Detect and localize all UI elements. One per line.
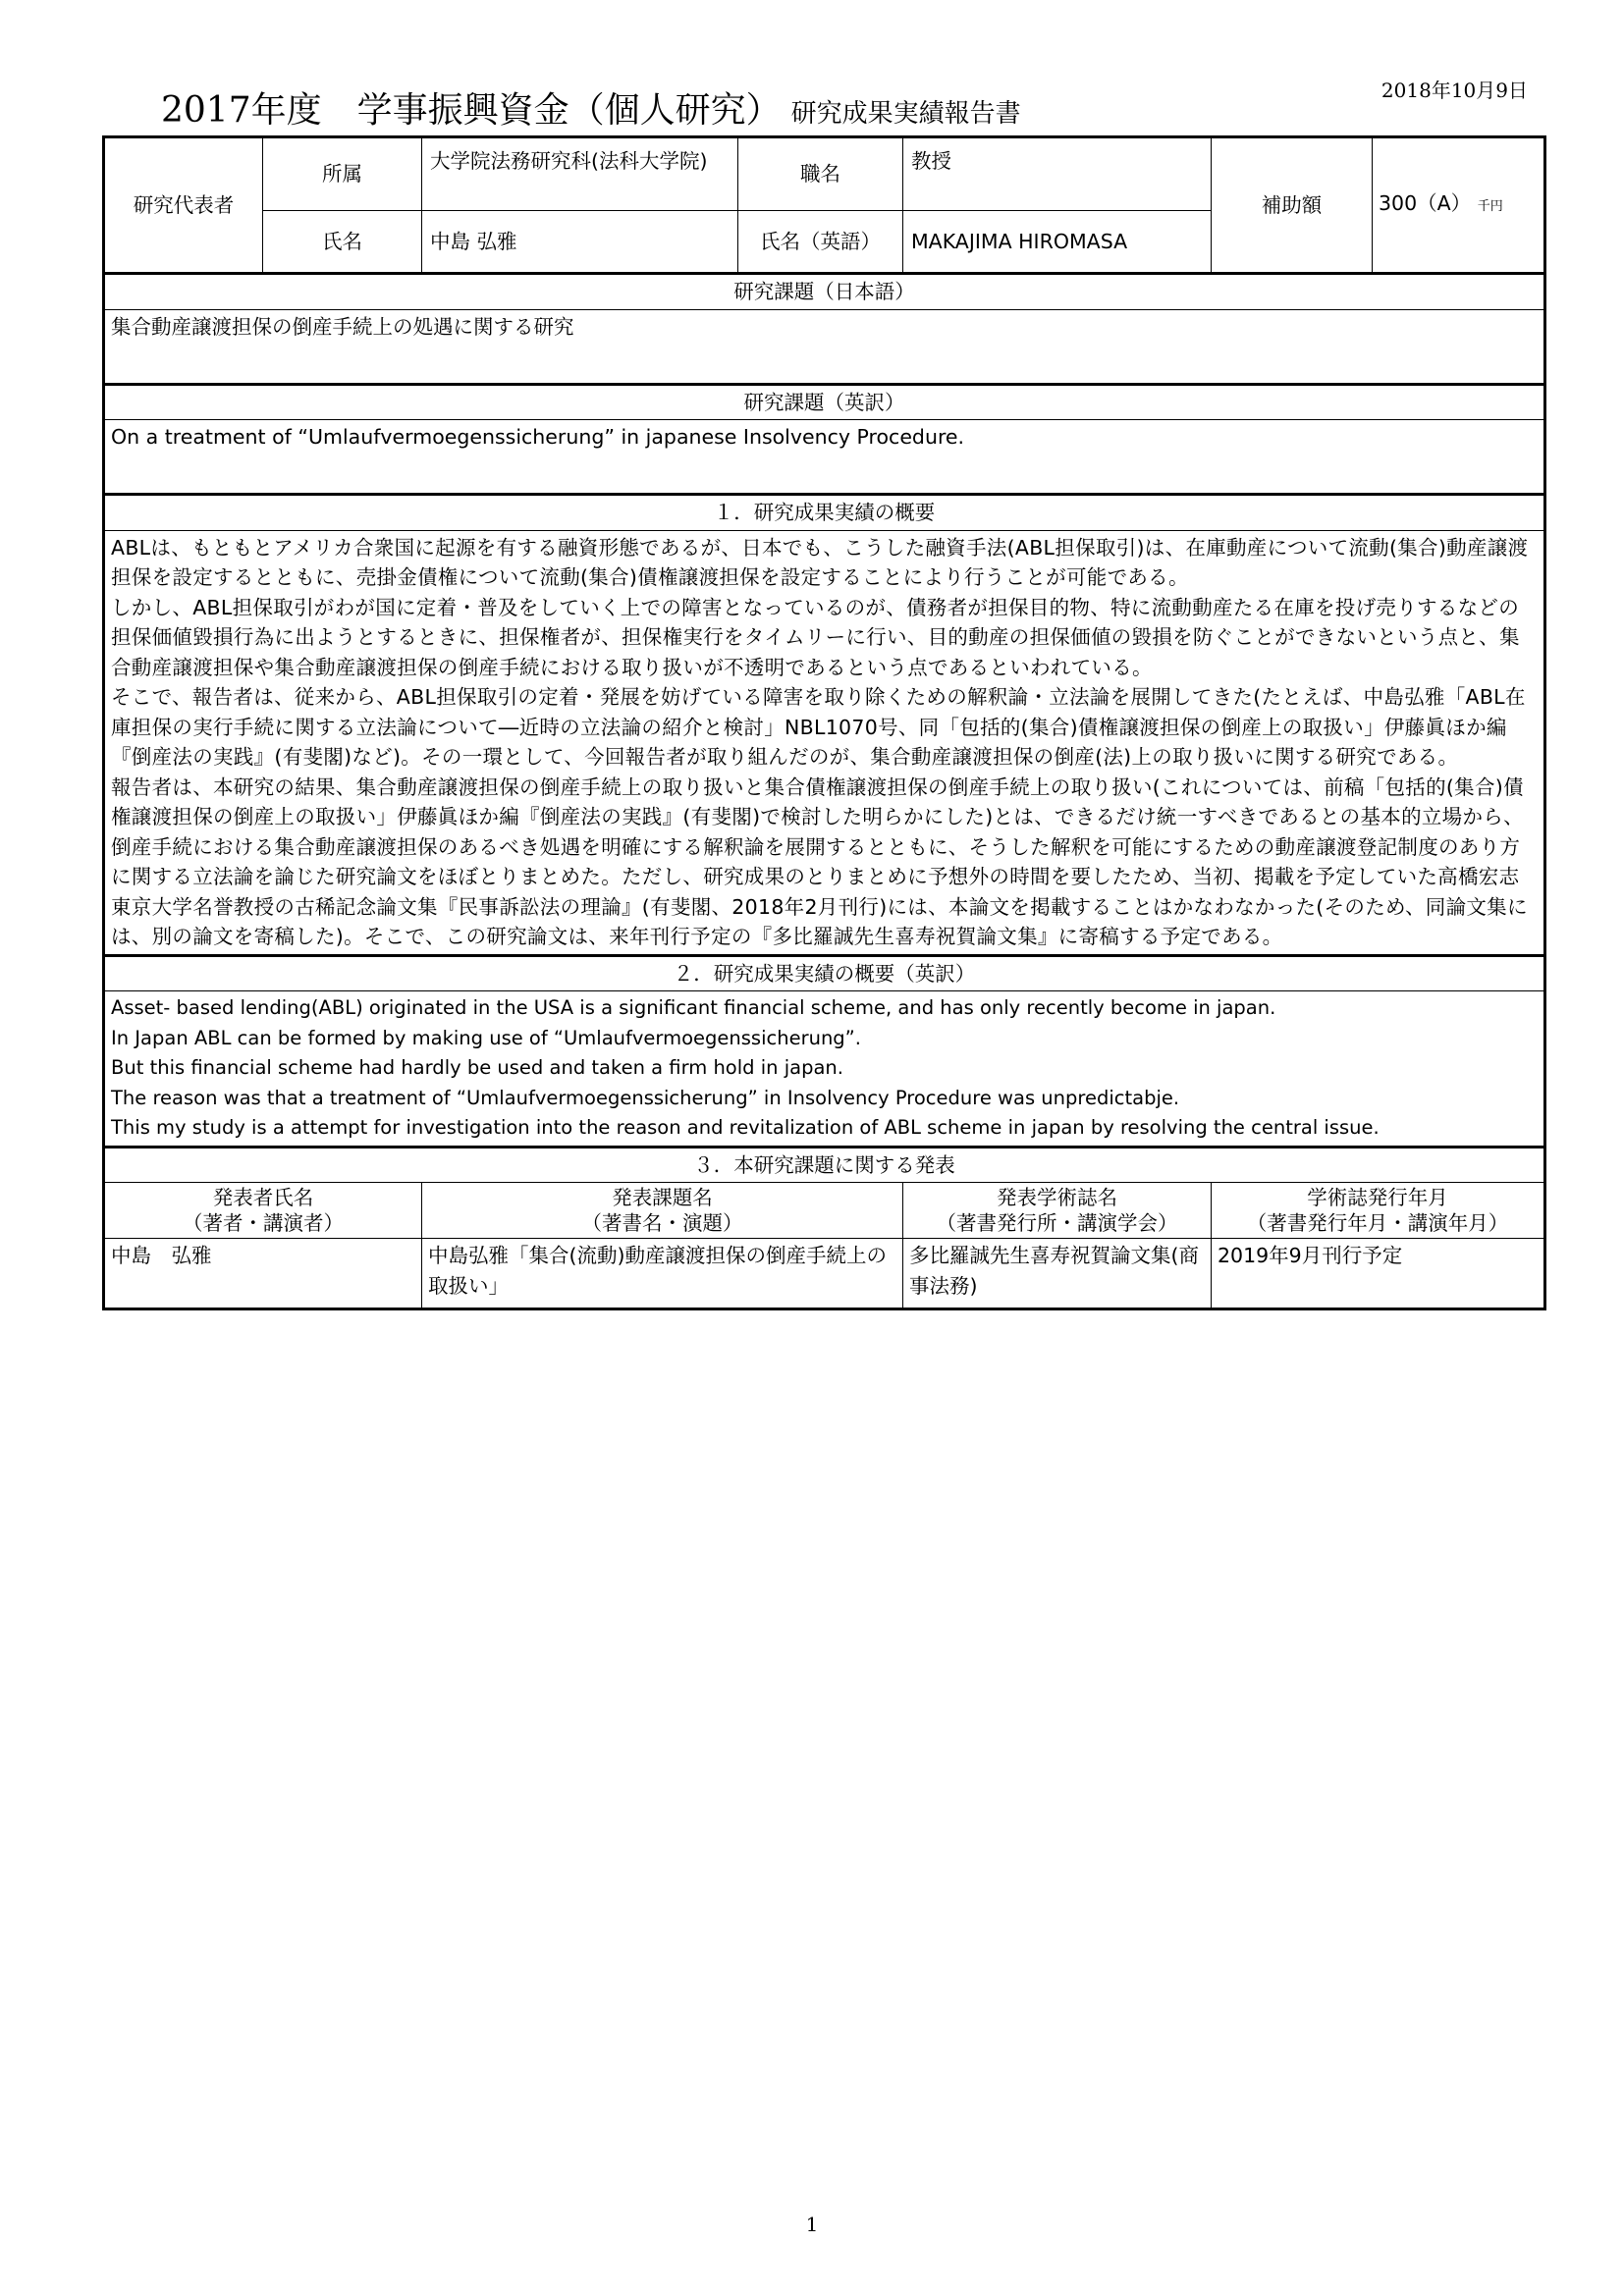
- summary-jp-row: [104, 530, 1545, 955]
- publication-row: [104, 1239, 1545, 1309]
- document-title: 2017年度 学事振興資金（個人研究） 研究成果実績報告書: [161, 90, 1021, 131]
- grant-value: 300（A）: [1379, 190, 1472, 215]
- representative-label: 研究代表者: [104, 137, 263, 274]
- summary-en-heading: ２．研究成果実績の概要（英訳）: [104, 955, 1545, 991]
- publication-presenter: 中島 弘雅: [104, 1239, 422, 1309]
- affiliation-row: [104, 137, 1545, 211]
- topic-en-heading-row: [104, 384, 1545, 420]
- summary-en-line: Asset- based lending(ABL) originated in the USA is a significant financial scheme, and has only recently become in japan.: [111, 996, 1276, 1019]
- topic-jp-heading-row: [104, 274, 1545, 310]
- summary-jp-paragraph: しかし、ABL担保取引がわが国に定着・普及をしていく上での障害となっているのが、債務者が担保目的物、特に流動動産たる在庫を投げ売りするなどの担保価値毀損行為に出ようとするときに、担保権者が、担保権実行をタイムリーに行い、目的動産の担保価値の毀損を防ぐことができないという点と、集合動産譲渡担保や集合動産譲渡担保の倒産手続における取り扱いが不透明であるという点であるといわれている。: [111, 595, 1520, 679]
- report-date: 2018年10月9日: [1380, 79, 1528, 102]
- summary-jp-body: [104, 530, 1545, 955]
- topic-en-text: On a treatment of “Umlaufvermoegenssicherung” in japanese Insolvency Procedure.: [104, 420, 1545, 495]
- report-table: [102, 135, 1546, 1310]
- topic-jp-row: [104, 309, 1545, 384]
- publication-title: 中島弘雅「集合(流動)動産譲渡担保の倒産手続上の取扱い」: [422, 1239, 903, 1309]
- page-header: [102, 71, 1542, 130]
- publications-heading-row: [104, 1147, 1545, 1183]
- name-value: 中島 弘雅: [422, 211, 738, 274]
- publications-column-headers: [104, 1183, 1545, 1239]
- affiliation-label: 所属: [263, 137, 422, 211]
- summary-en-line: This my study is a attempt for investigation into the reason and revitalization of ABL scheme in japan by resolving the central issue.: [111, 1116, 1380, 1139]
- name-label: 氏名: [263, 211, 422, 274]
- publication-date: 2019年9月刊行予定: [1212, 1239, 1545, 1309]
- topic-en-row: [104, 420, 1545, 495]
- summary-en-line: In Japan ABL can be formed by making use of “Umlaufvermoegenssicherung”.: [111, 1026, 861, 1049]
- column-header-title: 発表課題名 （著書名・演題）: [422, 1183, 903, 1239]
- summary-jp-paragraph: そこで、報告者は、従来から、ABL担保取引の定着・発展を妨げている障害を取り除くための解釈論・立法論を展開してきた(たとえば、中島弘雅「ABL在庫担保の実行手続に関する立法論について―近時の立法論の紹介と検討」NBL1070号、同「包括的(集合)債権譲渡担保の倒産上の取扱い」伊藤眞ほか編『倒産法の実践』(有斐閣)など)。その一環として、今回報告者が取り組んだのが、集合動産譲渡担保の倒産(法)上の取り扱いに関する研究である。: [111, 685, 1526, 769]
- page-number: 1: [805, 2213, 819, 2236]
- summary-en-row: [104, 991, 1545, 1148]
- summary-en-line: The reason was that a treatment of “Umlaufvermoegenssicherung” in Insolvency Procedure was unpredictabje.: [111, 1086, 1180, 1109]
- column-header-presenter: 発表者氏名 （著者・講演者）: [104, 1183, 422, 1239]
- column-header-date: 学術誌発行年月 （著書発行年月・講演年月）: [1212, 1183, 1545, 1239]
- grant-unit: 千円: [1477, 198, 1503, 214]
- topic-jp-text: 集合動産譲渡担保の倒産手続上の処遇に関する研究: [104, 309, 1545, 384]
- grant-amount: [1373, 137, 1545, 274]
- summary-jp-heading: １．研究成果実績の概要: [104, 495, 1545, 531]
- grant-label: 補助額: [1212, 137, 1373, 274]
- affiliation-value: 大学院法務研究科(法科大学院): [422, 137, 738, 211]
- summary-jp-heading-row: [104, 495, 1545, 531]
- summary-jp-paragraph: 報告者は、本研究の結果、集合動産譲渡担保の倒産手続上の取り扱いと集合債権譲渡担保の倒産手続上の取り扱い(これについては、前稿「包括的(集合)債権譲渡担保の倒産上の取扱い」伊藤眞ほか編『倒産法の実践』(有斐閣)で検討した明らかにした)とは、できるだけ統一すべきであるとの基本的立場から、倒産手続における集合動産譲渡担保のあるべき処遇を明確にする解釈論を展開するとともに、そうした解釈を可能にするための動産譲渡登記制度のあり方に関する立法論を論じた研究論文をほぼとりまとめた。ただし、研究成果のとりまとめに予想外の時間を要したため、当初、掲載を予定していた高橋宏志東京大学名誉教授の古稀記念論文集『民事訴訟法の理論』(有斐閣、2018年2月刊行)には、本論文を掲載することはかなわなかった(そのため、同論文集には、別の論文を寄稿した)。そこで、この研究論文は、来年刊行予定の『多比羅誠先生喜寿祝賀論文集』に寄稿する予定である。: [111, 774, 1528, 948]
- summary-en-heading-row: [104, 955, 1545, 991]
- publications-heading: ３．本研究課題に関する発表: [104, 1147, 1545, 1183]
- position-label: 職名: [738, 137, 903, 211]
- column-header-journal: 発表学術誌名 （著書発行所・講演学会）: [903, 1183, 1212, 1239]
- summary-en-line: But this financial scheme had hardly be used and taken a firm hold in japan.: [111, 1056, 843, 1079]
- topic-en-heading: 研究課題（英訳）: [104, 384, 1545, 420]
- summary-jp-paragraph: ABLは、もともとアメリカ合衆国に起源を有する融資形態であるが、日本でも、こうした融資手法(ABL担保取引)は、在庫動産について流動(集合)動産譲渡担保を設定するとともに、売掛金債権について流動(集合)債権譲渡担保を設定することにより行うことが可能である。: [111, 535, 1529, 589]
- document-subtitle: 研究成果実績報告書: [790, 99, 1021, 129]
- name-en-value: MAKAJIMA HIROMASA: [903, 211, 1212, 274]
- name-en-label: 氏名（英語）: [738, 211, 903, 274]
- publication-journal: 多比羅誠先生喜寿祝賀論文集(商事法務): [903, 1239, 1212, 1309]
- position-value: 教授: [903, 137, 1212, 211]
- summary-en-body: [104, 991, 1545, 1148]
- topic-jp-heading: 研究課題（日本語）: [104, 274, 1545, 310]
